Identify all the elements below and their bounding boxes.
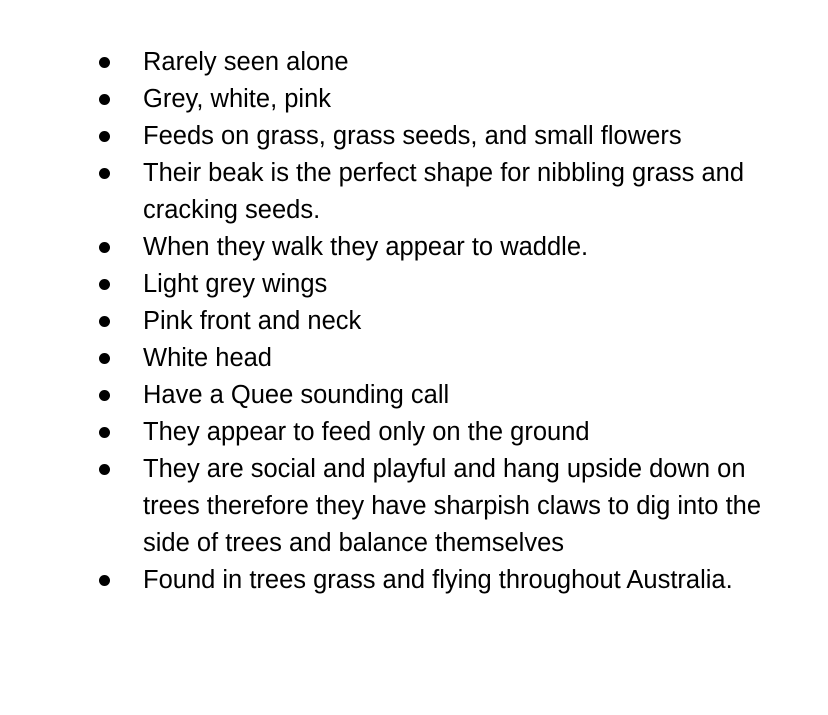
list-item: [0, 340, 828, 377]
list-item-text: They appear to feed only on the ground: [143, 418, 590, 446]
bullet-icon: [99, 131, 110, 142]
list-item: [0, 44, 828, 81]
bullet-list: [0, 44, 828, 599]
bullet-icon: [99, 279, 110, 290]
list-item: [0, 118, 828, 155]
bullet-icon: [99, 427, 110, 438]
document-body: [0, 44, 828, 599]
bullet-icon: [99, 353, 110, 364]
list-item: [0, 155, 828, 229]
bullet-icon: [99, 57, 110, 68]
list-item-text: Found in trees grass and flying throughout Australia.: [143, 566, 733, 594]
list-item-text: They are social and playful and hang upside down on trees therefore they have sharpish claws to dig into the side of trees and balance themselves: [143, 455, 762, 557]
list-item-text: Pink front and neck: [143, 307, 362, 335]
list-item-text: Grey, white, pink: [143, 85, 332, 113]
list-item: [0, 229, 828, 266]
bullet-icon: [99, 390, 110, 401]
list-item-text: Light grey wings: [143, 270, 328, 298]
bullet-icon: [99, 575, 110, 586]
list-item: [0, 303, 828, 340]
bullet-icon: [99, 168, 110, 179]
list-item: [0, 562, 828, 599]
list-item: [0, 81, 828, 118]
list-item-text: Rarely seen alone: [143, 48, 349, 76]
list-item-text: Their beak is the perfect shape for nibbling grass and cracking seeds.: [143, 159, 745, 224]
list-item-text: White head: [143, 344, 272, 372]
bullet-icon: [99, 242, 110, 253]
list-item-text: Feeds on grass, grass seeds, and small flowers: [143, 122, 682, 150]
bullet-icon: [99, 316, 110, 327]
list-item: [0, 414, 828, 451]
bullet-icon: [99, 464, 110, 475]
list-item: [0, 266, 828, 303]
list-item-text: When they walk they appear to waddle.: [143, 233, 589, 261]
list-item-text: Have a Quee sounding call: [143, 381, 450, 409]
bullet-icon: [99, 94, 110, 105]
list-item: [0, 451, 828, 562]
list-item: [0, 377, 828, 414]
